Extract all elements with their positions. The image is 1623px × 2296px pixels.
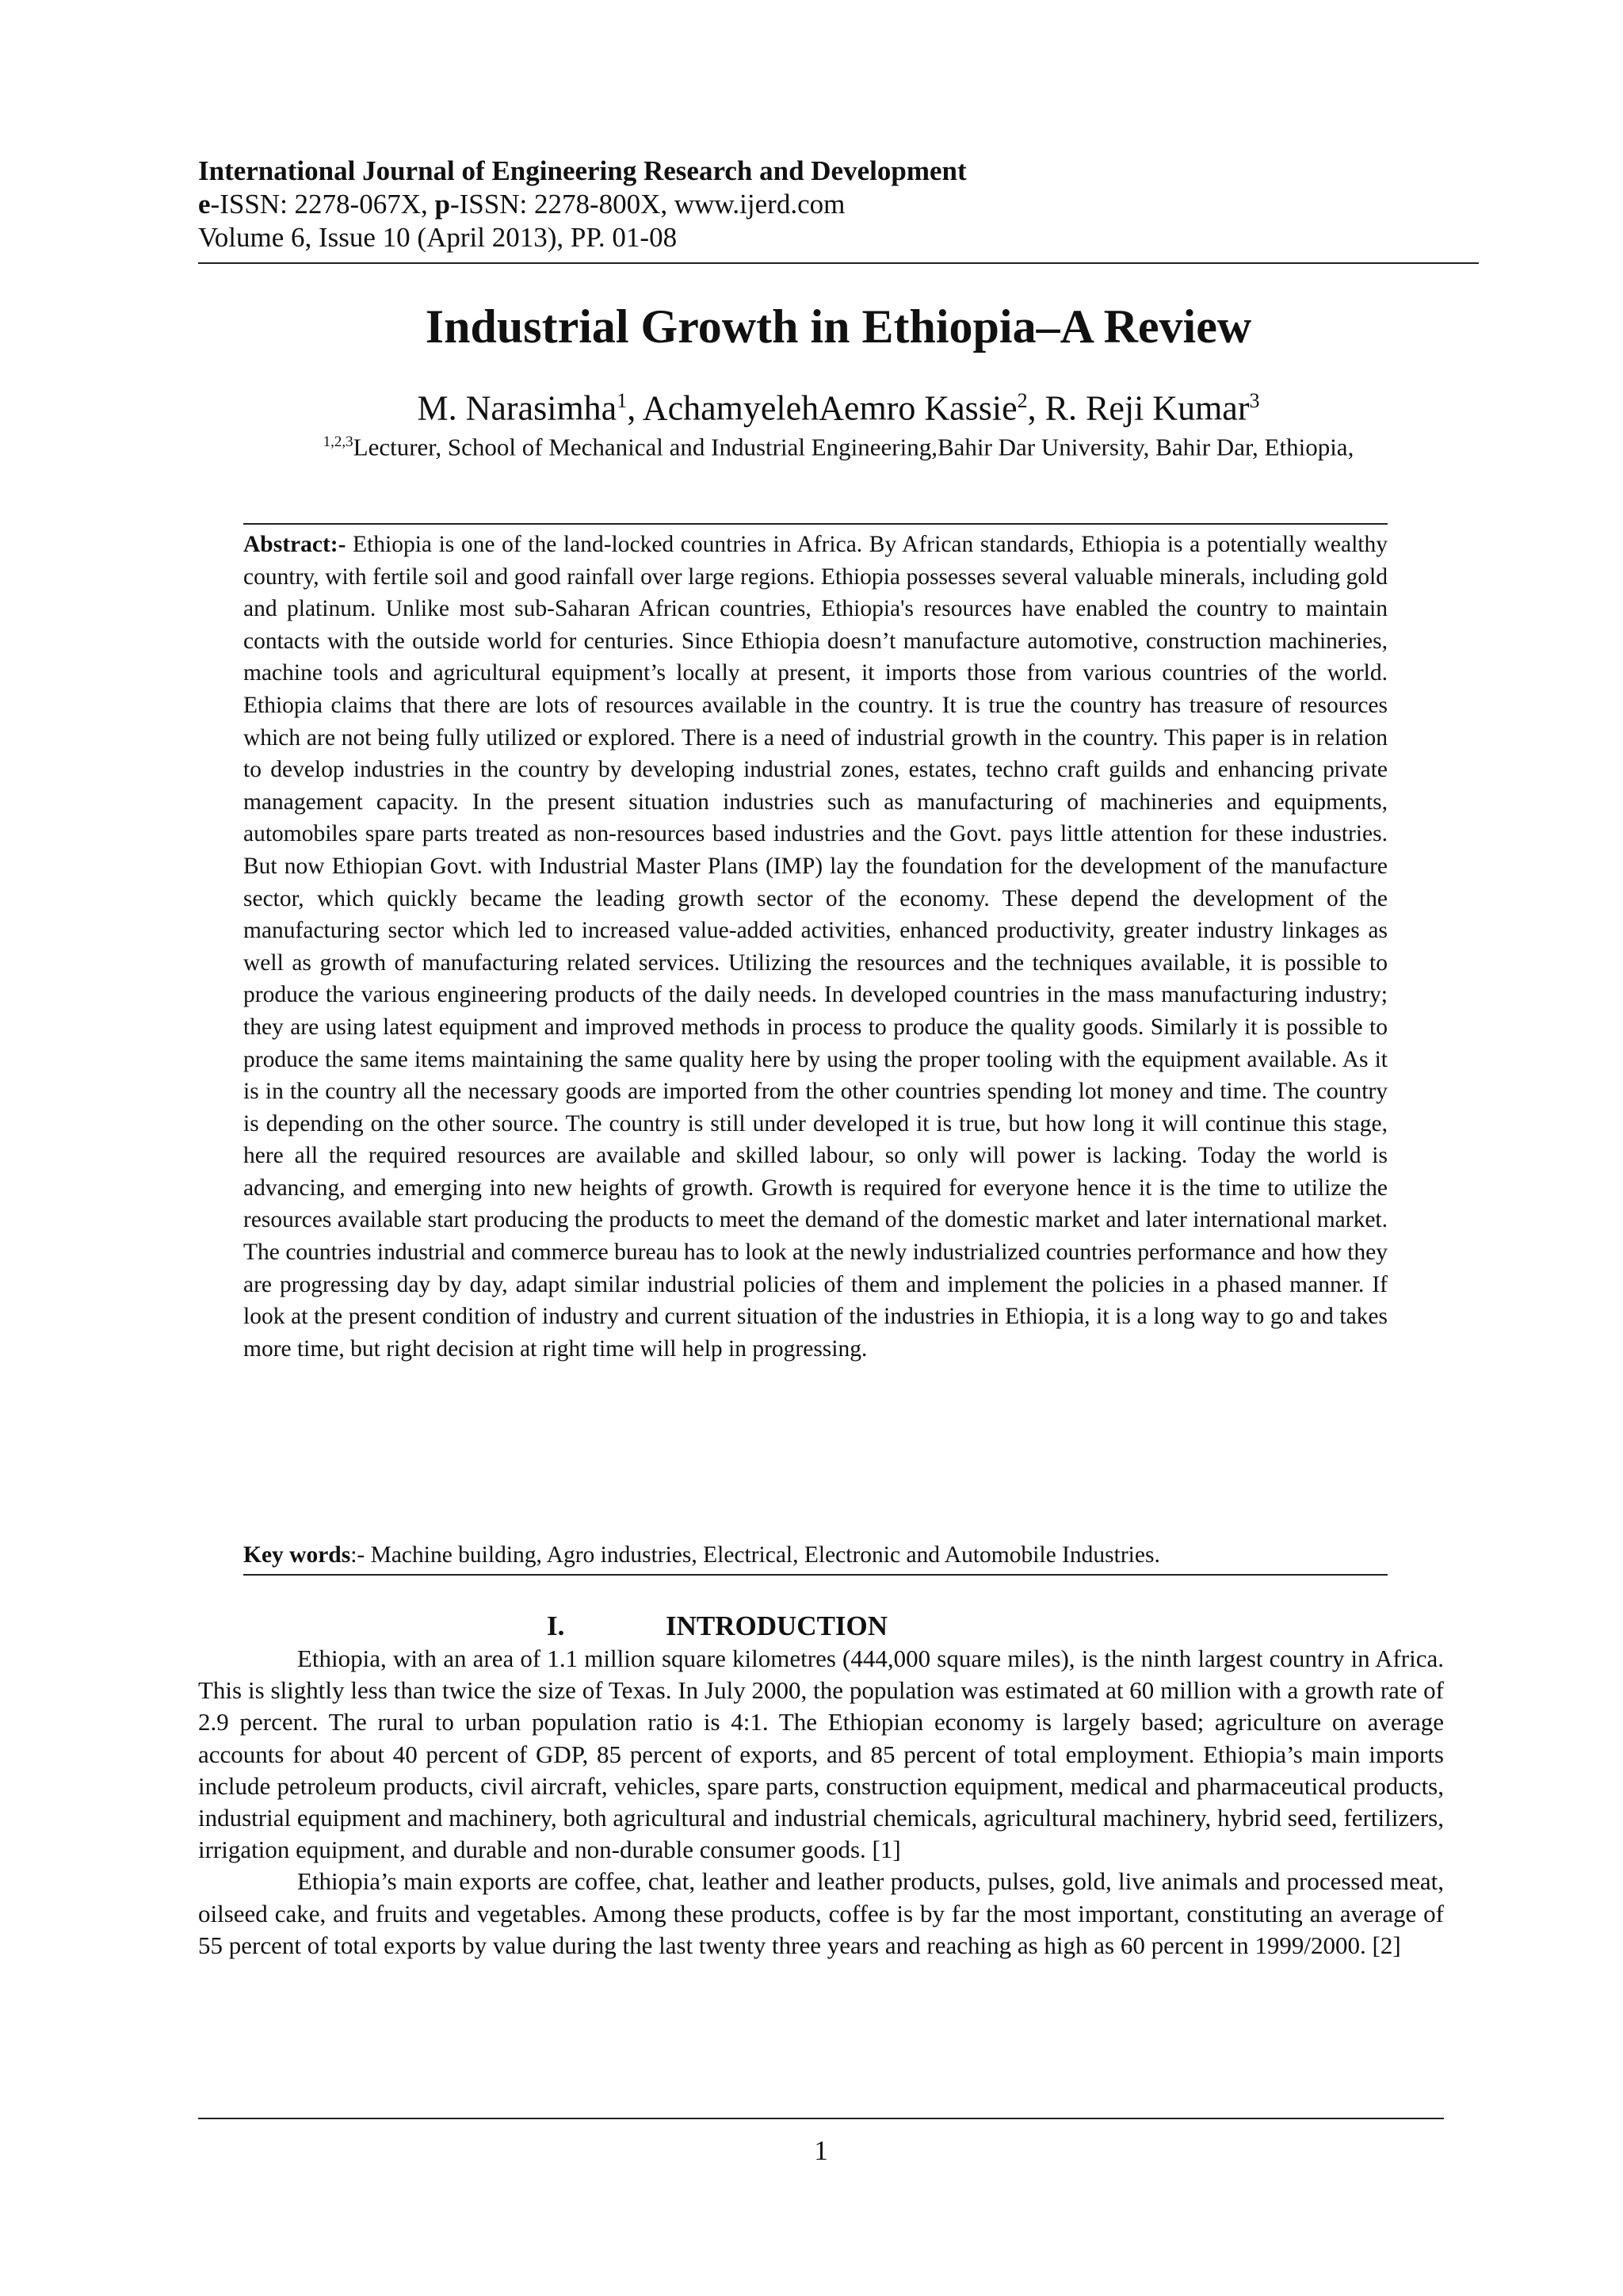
- keywords-text: :- Machine building, Agro industries, Electrical, Electronic and Automobile Industries.: [350, 1542, 1160, 1568]
- issn-e-prefix: e: [198, 189, 211, 220]
- journal-title: International Journal of Engineering Research and Development: [198, 155, 967, 186]
- abstract-label: Abstract:-: [243, 532, 346, 557]
- author-name: AchamyelehAemro Kassie: [642, 388, 1018, 428]
- abstract: [243, 529, 1388, 1365]
- author-name: R. Reji Kumar: [1044, 388, 1250, 428]
- paper-title: Industrial Growth in Ethiopia–A Review: [425, 300, 1252, 353]
- body-paragraph: Ethiopia, with an area of 1.1 million square kilometres (444,000 square miles), is the ninth largest country in Africa. This is slightly less than twice the size of Texas. In July 2000, the population was estimated at 60 million with a growth rate of 2.9 percent. The rural to urban population ratio is 4:1. The Ethiopian economy is largely based; agriculture on average accounts for about 40 percent of GDP, 85 percent of exports, and 85 percent of total employment. Ethiopia’s main imports include petroleum products, civil aircraft, vehicles, spare parts, construction equipment, medical and pharmaceutical products, industrial equipment and machinery, both agricultural and industrial chemicals, agricultural machinery, hybrid seed, fertilizers, irrigation equipment, and durable and non-durable consumer goods. [1]: [198, 1645, 1444, 1864]
- author-separator: ,: [1027, 388, 1045, 428]
- issn-p-prefix: p: [434, 189, 450, 220]
- journal-issn: [198, 188, 1479, 221]
- journal-volume: Volume 6, Issue 10 (April 2013), PP. 01-08: [198, 222, 678, 253]
- issn-e: -ISSN: 2278-067X,: [210, 189, 435, 220]
- section-title: INTRODUCTION: [666, 1610, 888, 1641]
- journal-header: [198, 155, 1479, 254]
- page-number: 1: [814, 2135, 828, 2166]
- keywords-divider: [243, 1574, 1388, 1576]
- author-list: [198, 379, 1479, 431]
- author-separator: ,: [627, 388, 643, 428]
- footer-divider: [198, 2118, 1444, 2119]
- keywords: [243, 1539, 1388, 1571]
- author-name: M. Narasimha: [417, 388, 617, 428]
- abstract-top-divider: [243, 523, 1388, 525]
- abstract-text: Ethiopia is one of the land-locked countries in Africa. By African standards, Ethiopia is a potentially wealthy country, with fertile soil and good rainfall over large regions. Ethiopia possesses several valuable minerals, including gold and platinum. Unlike most sub-Saharan African countries, Ethiopia's resources have enabled the country to maintain contacts with the outside world for centuries. Since Ethiopia doesn’t manufacture automotive, construction machineries, machine tools and agricultural equipment’s locally at present, it imports those from various countries of the world. Ethiopia claims that there are lots of resources available in the country. It is true the country has treasure of resources which are not being fully utilized or explored. There is a need of industrial growth in the country. This paper is in relation to develop industries in the country by developing industrial zones, estates, techno craft guilds and enhancing private management capacity. In the present situation industries such as manufacturing of machineries and equipments, automobiles spare parts treated as non-resources based industries and the Govt. pays little attention for these industries. But now Ethiopian Govt. with Industrial Master Plans (IMP) lay the foundation for the development of the manufacture sector, which quickly became the leading growth sector of the economy. These depend the development of the manufacturing sector which led to increased value-added activities, enhanced productivity, greater industry linkages as well as growth of manufacturing related services. Utilizing the resources and the techniques available, it is possible to produce the various engineering products of the daily needs. In developed countries in the mass manufacturing industry; they are using latest equipment and improved methods in process to produce the quality goods. Similarly it is possible to produce the same items maintaining the same quality here by using the proper tooling with the equipment available. As it is in the country all the necessary goods are imported from the other countries spending lot money and time. The country is depending on the other source. The country is still under developed it is true, but how long it will continue this stage, here all the required resources are available and skilled labour, so only will power is lacking. Today the world is advancing, and emerging into new heights of growth. Growth is required for everyone hence it is the time to utilize the resources available start producing the products to meet the demand of the domestic market and later international market. The countries industrial and commerce bureau has to look at the newly industrialized countries performance and how they are progressing day by day, adapt similar industrial policies of them and implement the policies in a phased manner. If look at the present condition of industry and current situation of the industries in Ethiopia, it is a long way to go and takes more time, but right decision at right time will help in progressing.: [243, 532, 1388, 1362]
- affiliation-mark: 1,2,3: [323, 434, 353, 450]
- body-paragraph: Ethiopia’s main exports are coffee, chat, leather and leather products, pulses, gold, live animals and processed meat, oilseed cake, and fruits and vegetables. Among these products, coffee is by far the most important, constituting an average of 55 percent of total exports by value during the last twenty three years and reaching as high as 60 percent in 1999/2000. [2]: [198, 1867, 1444, 1959]
- header-divider: [198, 262, 1479, 264]
- author-mark: 1: [617, 389, 628, 412]
- affiliation-text: Lecturer, School of Mechanical and Industrial Engineering,Bahir Dar University, Bahir Dar, Ethiopia,: [353, 433, 1354, 461]
- keywords-label: Key words: [243, 1542, 351, 1568]
- introduction-body: [198, 1643, 1444, 1962]
- author-mark: 2: [1017, 389, 1028, 412]
- issn-p: -ISSN: 2278-800X, www.ijerd.com: [449, 189, 846, 220]
- author-mark: 3: [1249, 389, 1260, 412]
- author-affiliation: [198, 426, 1479, 463]
- section-number: I.: [547, 1610, 565, 1641]
